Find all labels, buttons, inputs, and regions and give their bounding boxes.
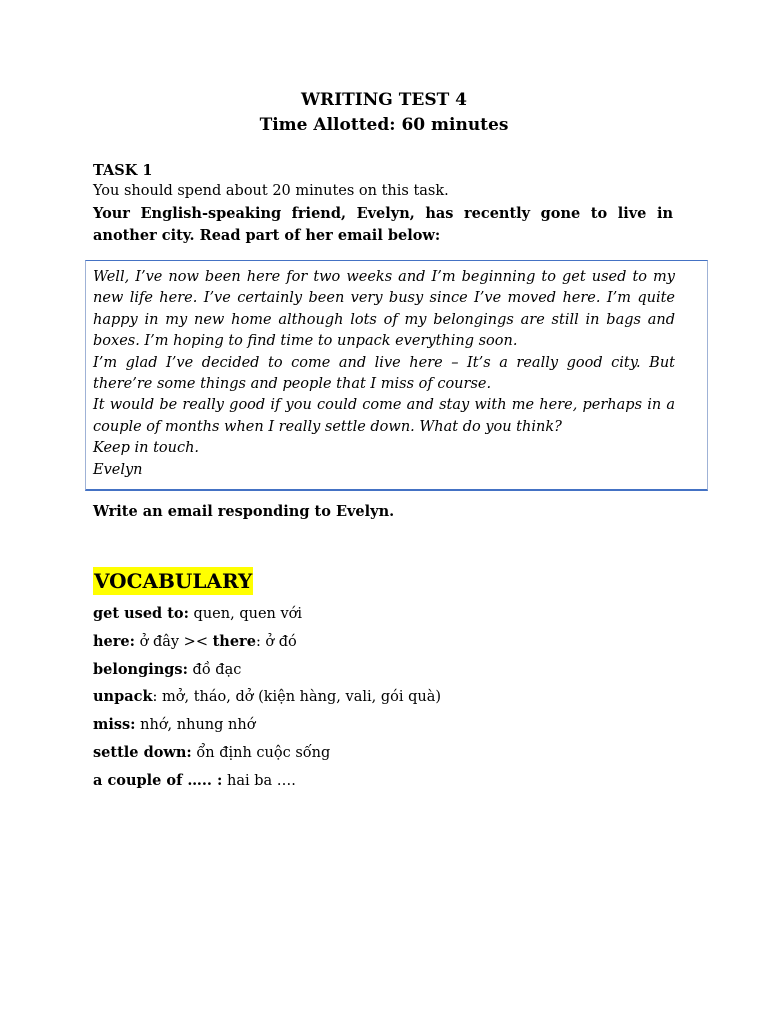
vocab-term: get used to:	[93, 605, 189, 622]
vocabulary-heading: VOCABULARY	[94, 569, 253, 593]
vocab-term: miss:	[93, 716, 136, 734]
vocab-item	[93, 686, 673, 714]
vocab-term: settle down:	[93, 743, 192, 761]
email-paragraph: Well, I’ve now been here for two weeks and I’m beginning to get used to my new life here. I’ve certainly been very busy since I’ve moved here. I’m quite happy in my new home although lots of my belongings are still in bags and boxes. I’m hoping to find time to unpack everything soon.	[93, 269, 675, 350]
vocab-term: belongings:	[93, 660, 188, 678]
task-label: TASK 1	[93, 162, 153, 179]
vocab-item	[93, 603, 673, 631]
vocab-meaning: nhớ, nhung nhớ	[135, 717, 256, 734]
task-prompt: Your English-speaking friend, Evelyn, has recently gone to live in another city. Read part of her email below:	[93, 205, 673, 244]
email-signature: Evelyn	[93, 461, 143, 478]
vocab-meaning: : mở, tháo, dở (kiện hàng, vali, gói quà)	[152, 689, 442, 706]
vocab-item	[93, 742, 673, 770]
vocab-item	[93, 770, 673, 798]
vocab-meaning: đồ đạc	[187, 661, 242, 678]
email-paragraph: I’m glad I’ve decided to come and live here – It’s a really good city. But there’re some things and people that I miss of course.	[93, 354, 675, 393]
vocab-item	[93, 631, 673, 659]
email-excerpt-text	[93, 267, 675, 481]
test-title: WRITING TEST 4	[300, 90, 468, 110]
vocab-term: there	[212, 632, 256, 650]
vocab-item	[93, 714, 673, 742]
vocab-term: here:	[93, 632, 135, 650]
vocab-meaning: ở đây ><	[135, 633, 213, 650]
vocab-term: a couple of ….. :	[93, 771, 223, 789]
vocab-term: unpack	[93, 688, 153, 706]
vocab-meaning: hai ba ….	[222, 772, 296, 789]
vocab-meaning: ổn định cuộc sống	[191, 744, 331, 761]
email-signoff: Keep in touch.	[93, 440, 200, 457]
vocab-meaning: quen, quen với	[188, 606, 303, 622]
vocabulary-list	[93, 603, 673, 798]
response-instruction: Write an email responding to Evelyn.	[93, 503, 395, 520]
vocab-item	[93, 659, 673, 687]
time-allotted: Time Allotted: 60 minutes	[259, 115, 509, 135]
task-instruction: You should spend about 20 minutes on this task.	[93, 183, 449, 199]
email-paragraph: It would be really good if you could come and stay with me here, perhaps in a couple of months when I really settle down. What do you think?	[93, 397, 675, 435]
email-excerpt-box	[85, 260, 708, 491]
vocab-meaning: : ở đó	[255, 633, 297, 650]
